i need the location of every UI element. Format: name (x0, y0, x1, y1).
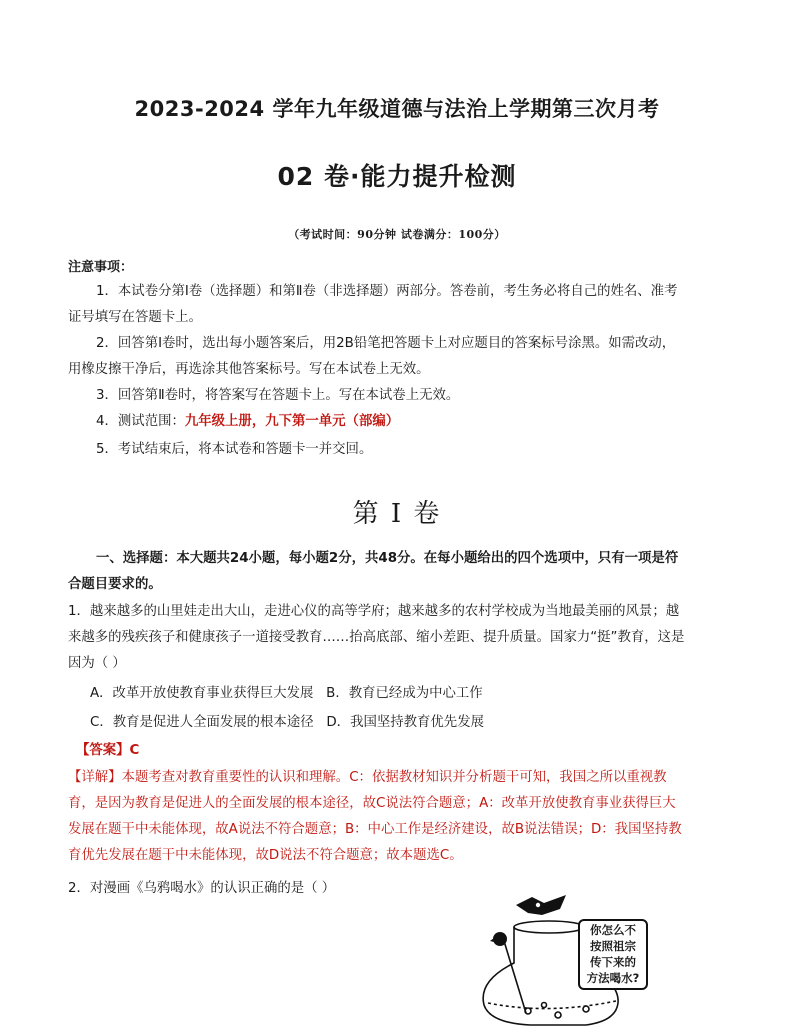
speech-line-2: 按照祖宗 (590, 939, 636, 953)
notes-heading: 注意事项： (68, 260, 134, 275)
question-1-stem: 1．越来越多的山里娃走出大山，走进心仪的高等学府；越来越多的农村学校成为当地最美丽的风景；越来越多的残疾孩子和健康孩子一道接受教育……抬高底部、缩小差距、提升质量。国家力“挺”教育，这是因为（ ） (68, 604, 685, 671)
section-intro: 一、选择题：本大题共24小题，每小题2分，共48分。在每小题给出的四个选项中，只有一项是符合题目要求的。 (68, 551, 679, 592)
exam-subtitle: 02 卷·能力提升检测 (277, 162, 517, 191)
exam-title: 2023-2024 学年九年级道德与法治上学期第三次月考 (134, 97, 660, 121)
question-1-options-cd: C．教育是促进人全面发展的根本途径 D．我国坚持教育优先发展 (90, 715, 484, 730)
note-item-3: 3．回答第Ⅱ卷时，将答案写在答题卡上。写在本试卷上无效。 (96, 388, 460, 403)
test-scope-highlight: 九年级上册，九下第一单元（部编） (184, 414, 400, 429)
note-item-4 (68, 409, 688, 435)
section-title: 第 I 卷 (352, 499, 442, 529)
note-item-4-prefix: 4．测试范围： (96, 414, 185, 429)
note-item-1: 1．本试卷分第Ⅰ卷（选择题）和第Ⅱ卷（非选择题）两部分。答卷前，考生务必将自己的姓名、准考证号填写在答题卡上。 (68, 284, 678, 325)
note-item-5: 5．考试结束后，将本试卷和答题卡一并交回。 (96, 442, 373, 457)
speech-line-1: 你怎么不 (590, 923, 636, 937)
question-1-analysis: 【详解】本题考查对教育重要性的认识和理解。C：依据教材知识并分析题干可知，我国之所以重视教育，是因为教育是促进人的全面发展的根本途径，故C说法符合题意；A：改革开放使教育事业获得巨大发展在题干中未能体现，故A说法不符合题意；B：中心工作是经济建设，故B说法错误；D：我国坚持教育优先发展在题干中未能体现，故D说法不符合题意；故本题选C。 (68, 770, 682, 863)
question-1-options-ab: A．改革开放使教育事业获得巨大发展 B．教育已经成为中心工作 (90, 686, 483, 701)
speech-line-4: 方法喝水? (586, 971, 640, 985)
note-item-2: 2．回答第Ⅰ卷时，选出每小题答案后，用2B铅笔把答题卡上对应题目的答案标号涂黑。如需改动，用橡皮擦干净后，再选涂其他答案标号。写在本试卷上无效。 (68, 336, 676, 377)
question-2-stem: 2．对漫画《乌鸦喝水》的认识正确的是（ ） (68, 881, 336, 896)
speech-line-3: 传下来的 (590, 955, 636, 969)
speech-bubble (578, 919, 648, 990)
exam-meta: （考试时间：90分钟 试卷满分：100分） (288, 228, 506, 241)
question-1-answer: 【答案】C (76, 743, 140, 758)
